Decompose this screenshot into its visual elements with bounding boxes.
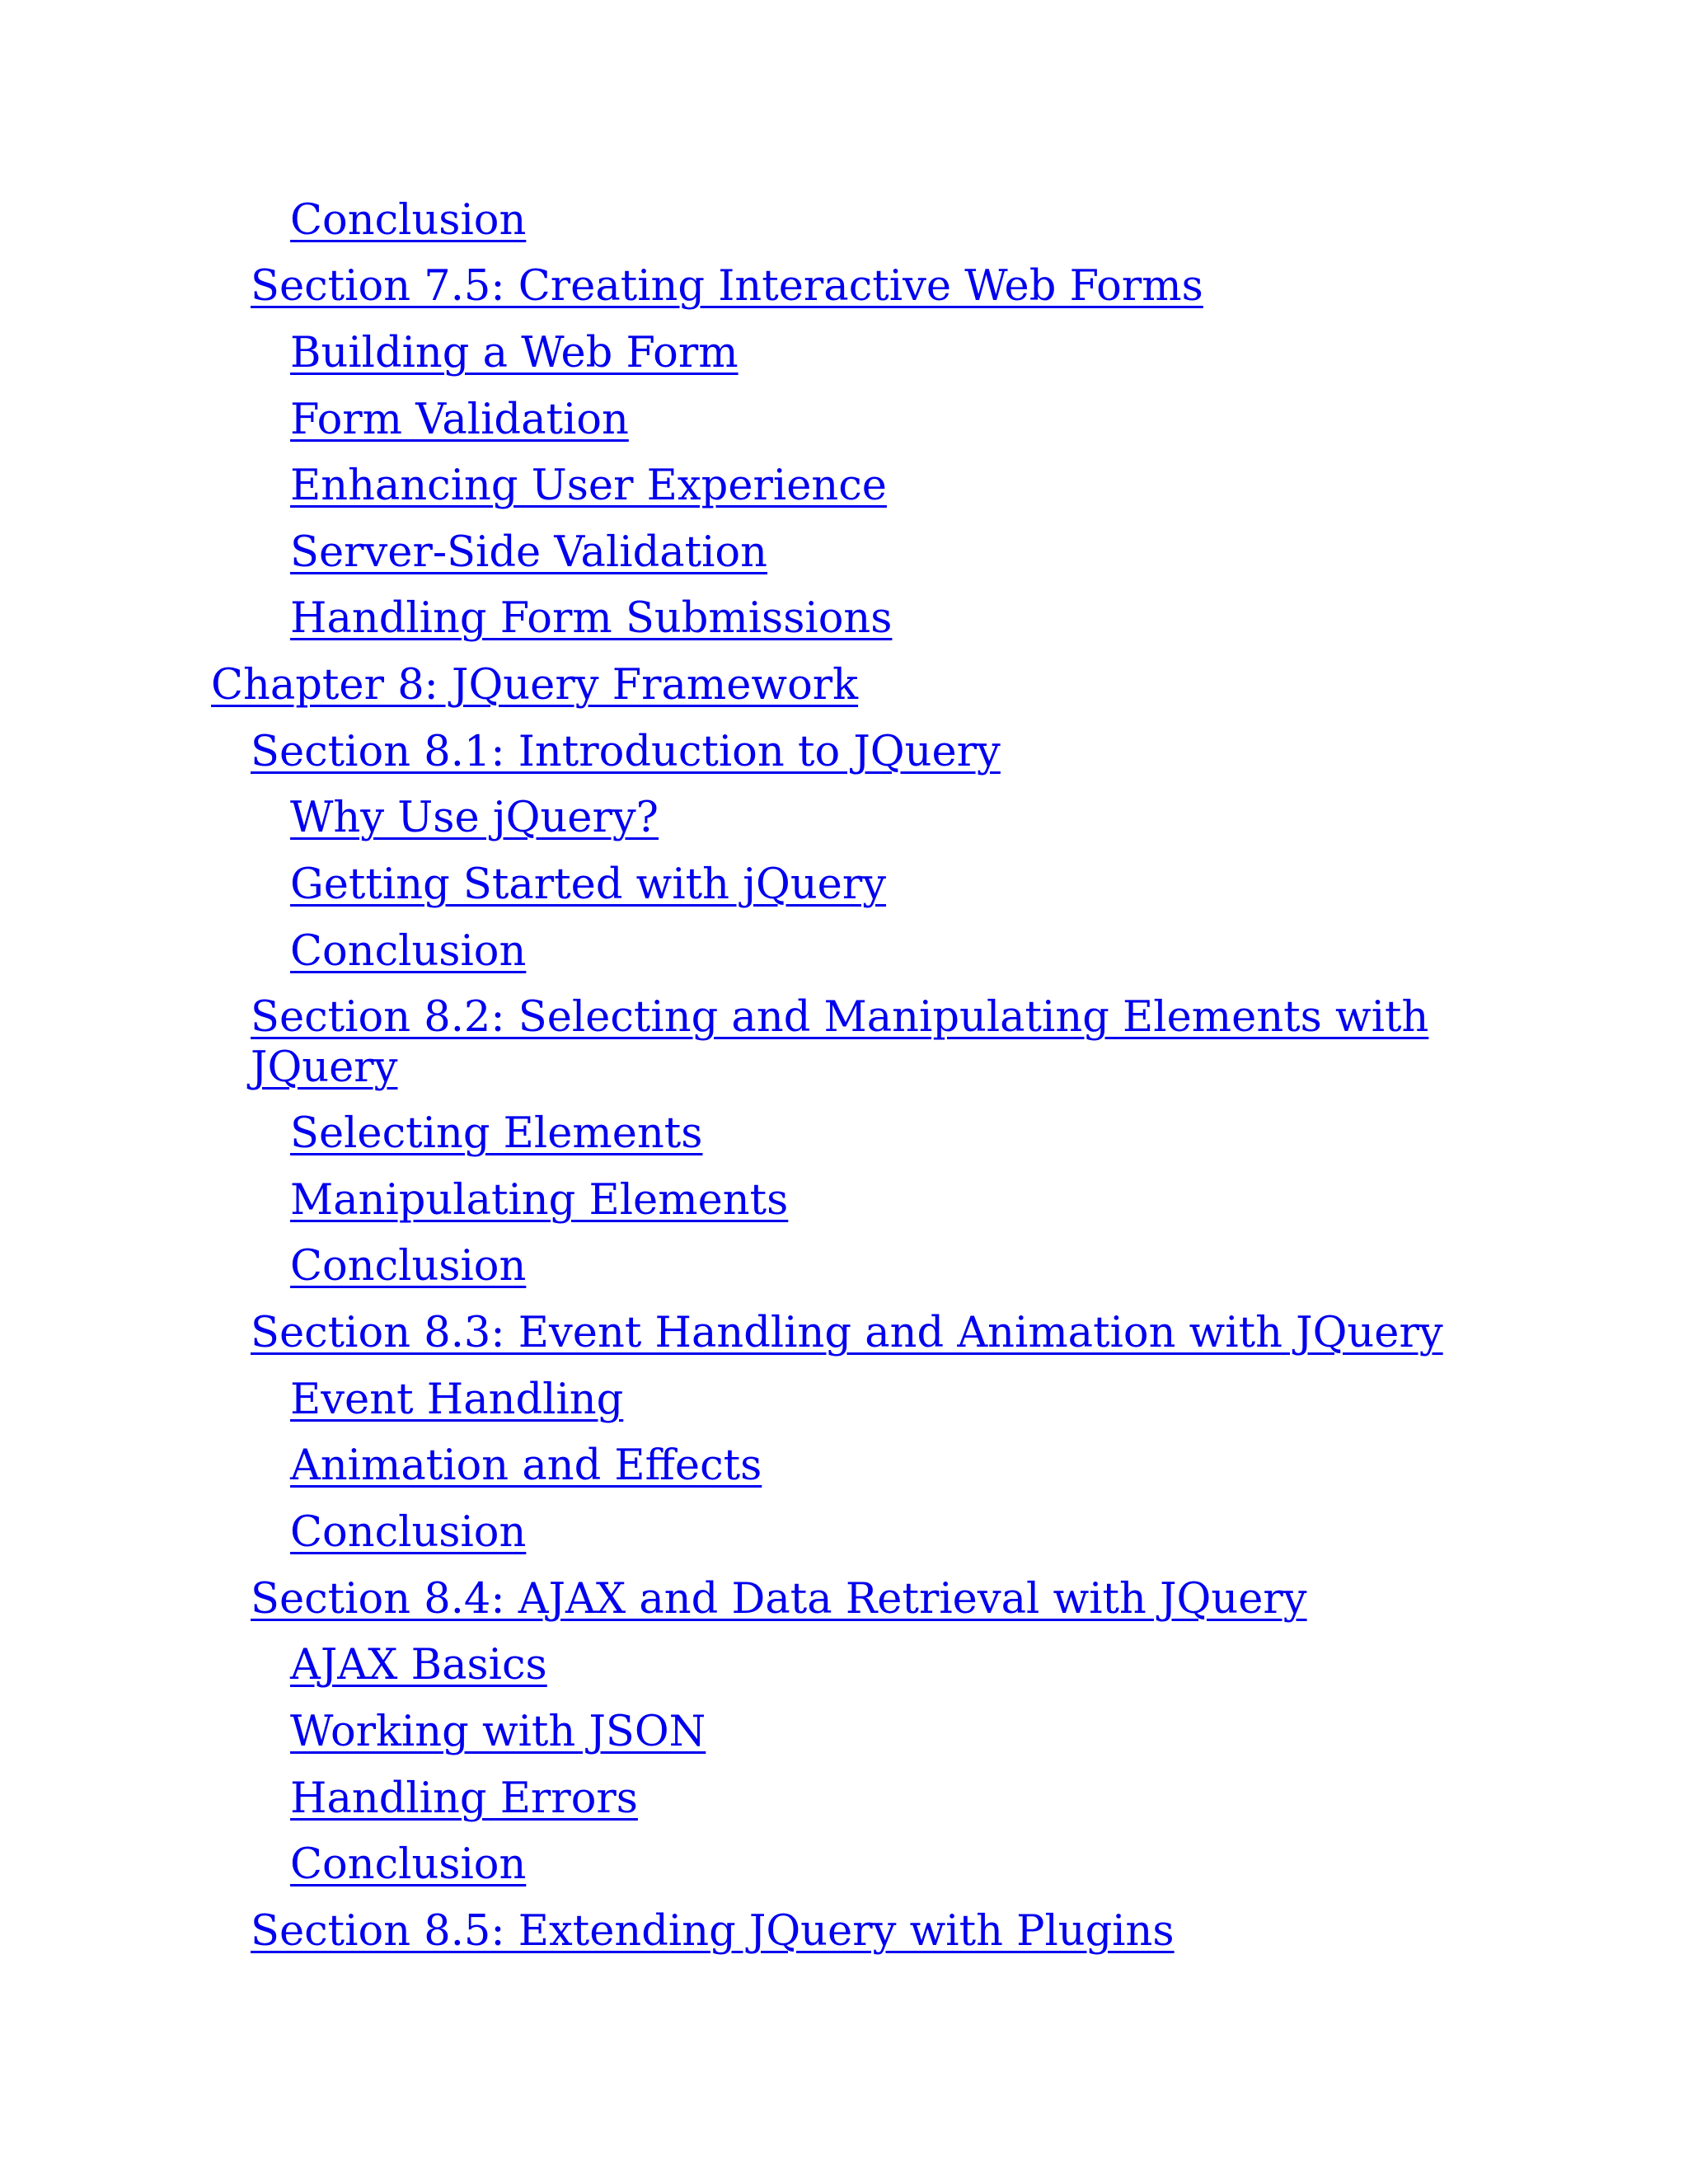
- toc-link-section-8-1[interactable]: Section 8.1: Introduction to JQuery: [251, 728, 1001, 776]
- toc-link-section-7-5[interactable]: Section 7.5: Creating Interactive Web Forms: [251, 262, 1203, 311]
- toc-link-building-web-form[interactable]: Building a Web Form: [290, 329, 738, 377]
- toc-link-enhancing-user-experience[interactable]: Enhancing User Experience: [290, 462, 887, 510]
- toc-link-animation-effects[interactable]: Animation and Effects: [290, 1441, 762, 1490]
- toc-link-section-8-3[interactable]: Section 8.3: Event Handling and Animation with JQuery: [251, 1309, 1443, 1357]
- toc-link-manipulating-elements[interactable]: Manipulating Elements: [290, 1176, 789, 1225]
- toc-link-section-8-2[interactable]: Section 8.2: Selecting and Manipulating Elements with JQuery: [251, 993, 1429, 1092]
- toc-link-conclusion-8-4[interactable]: Conclusion: [290, 1840, 527, 1889]
- toc-link-conclusion-8-2[interactable]: Conclusion: [290, 1242, 527, 1291]
- toc-link-why-use-jquery[interactable]: Why Use jQuery?: [290, 794, 659, 842]
- toc-link-event-handling[interactable]: Event Handling: [290, 1376, 624, 1424]
- toc-link-getting-started-jquery[interactable]: Getting Started with jQuery: [290, 860, 887, 909]
- toc-link-chapter-8[interactable]: Chapter 8: JQuery Framework: [211, 661, 859, 710]
- toc-link-handling-errors[interactable]: Handling Errors: [290, 1774, 638, 1823]
- toc-link-conclusion-7-4[interactable]: Conclusion: [290, 196, 527, 245]
- toc-link-selecting-elements[interactable]: Selecting Elements: [290, 1109, 703, 1158]
- toc-link-section-8-5[interactable]: Section 8.5: Extending JQuery with Plugins: [251, 1907, 1175, 1956]
- toc-link-ajax-basics[interactable]: AJAX Basics: [290, 1641, 547, 1690]
- toc-link-conclusion-8-1[interactable]: Conclusion: [290, 927, 527, 976]
- toc-link-form-validation[interactable]: Form Validation: [290, 396, 629, 444]
- toc-link-conclusion-8-3[interactable]: Conclusion: [290, 1508, 527, 1557]
- toc-link-working-with-json[interactable]: Working with JSON: [290, 1708, 706, 1756]
- toc-link-section-8-4[interactable]: Section 8.4: AJAX and Data Retrieval with JQuery: [251, 1575, 1307, 1624]
- toc-link-server-side-validation[interactable]: Server-Side Validation: [290, 528, 767, 577]
- toc-link-handling-form-submissions[interactable]: Handling Form Submissions: [290, 594, 893, 643]
